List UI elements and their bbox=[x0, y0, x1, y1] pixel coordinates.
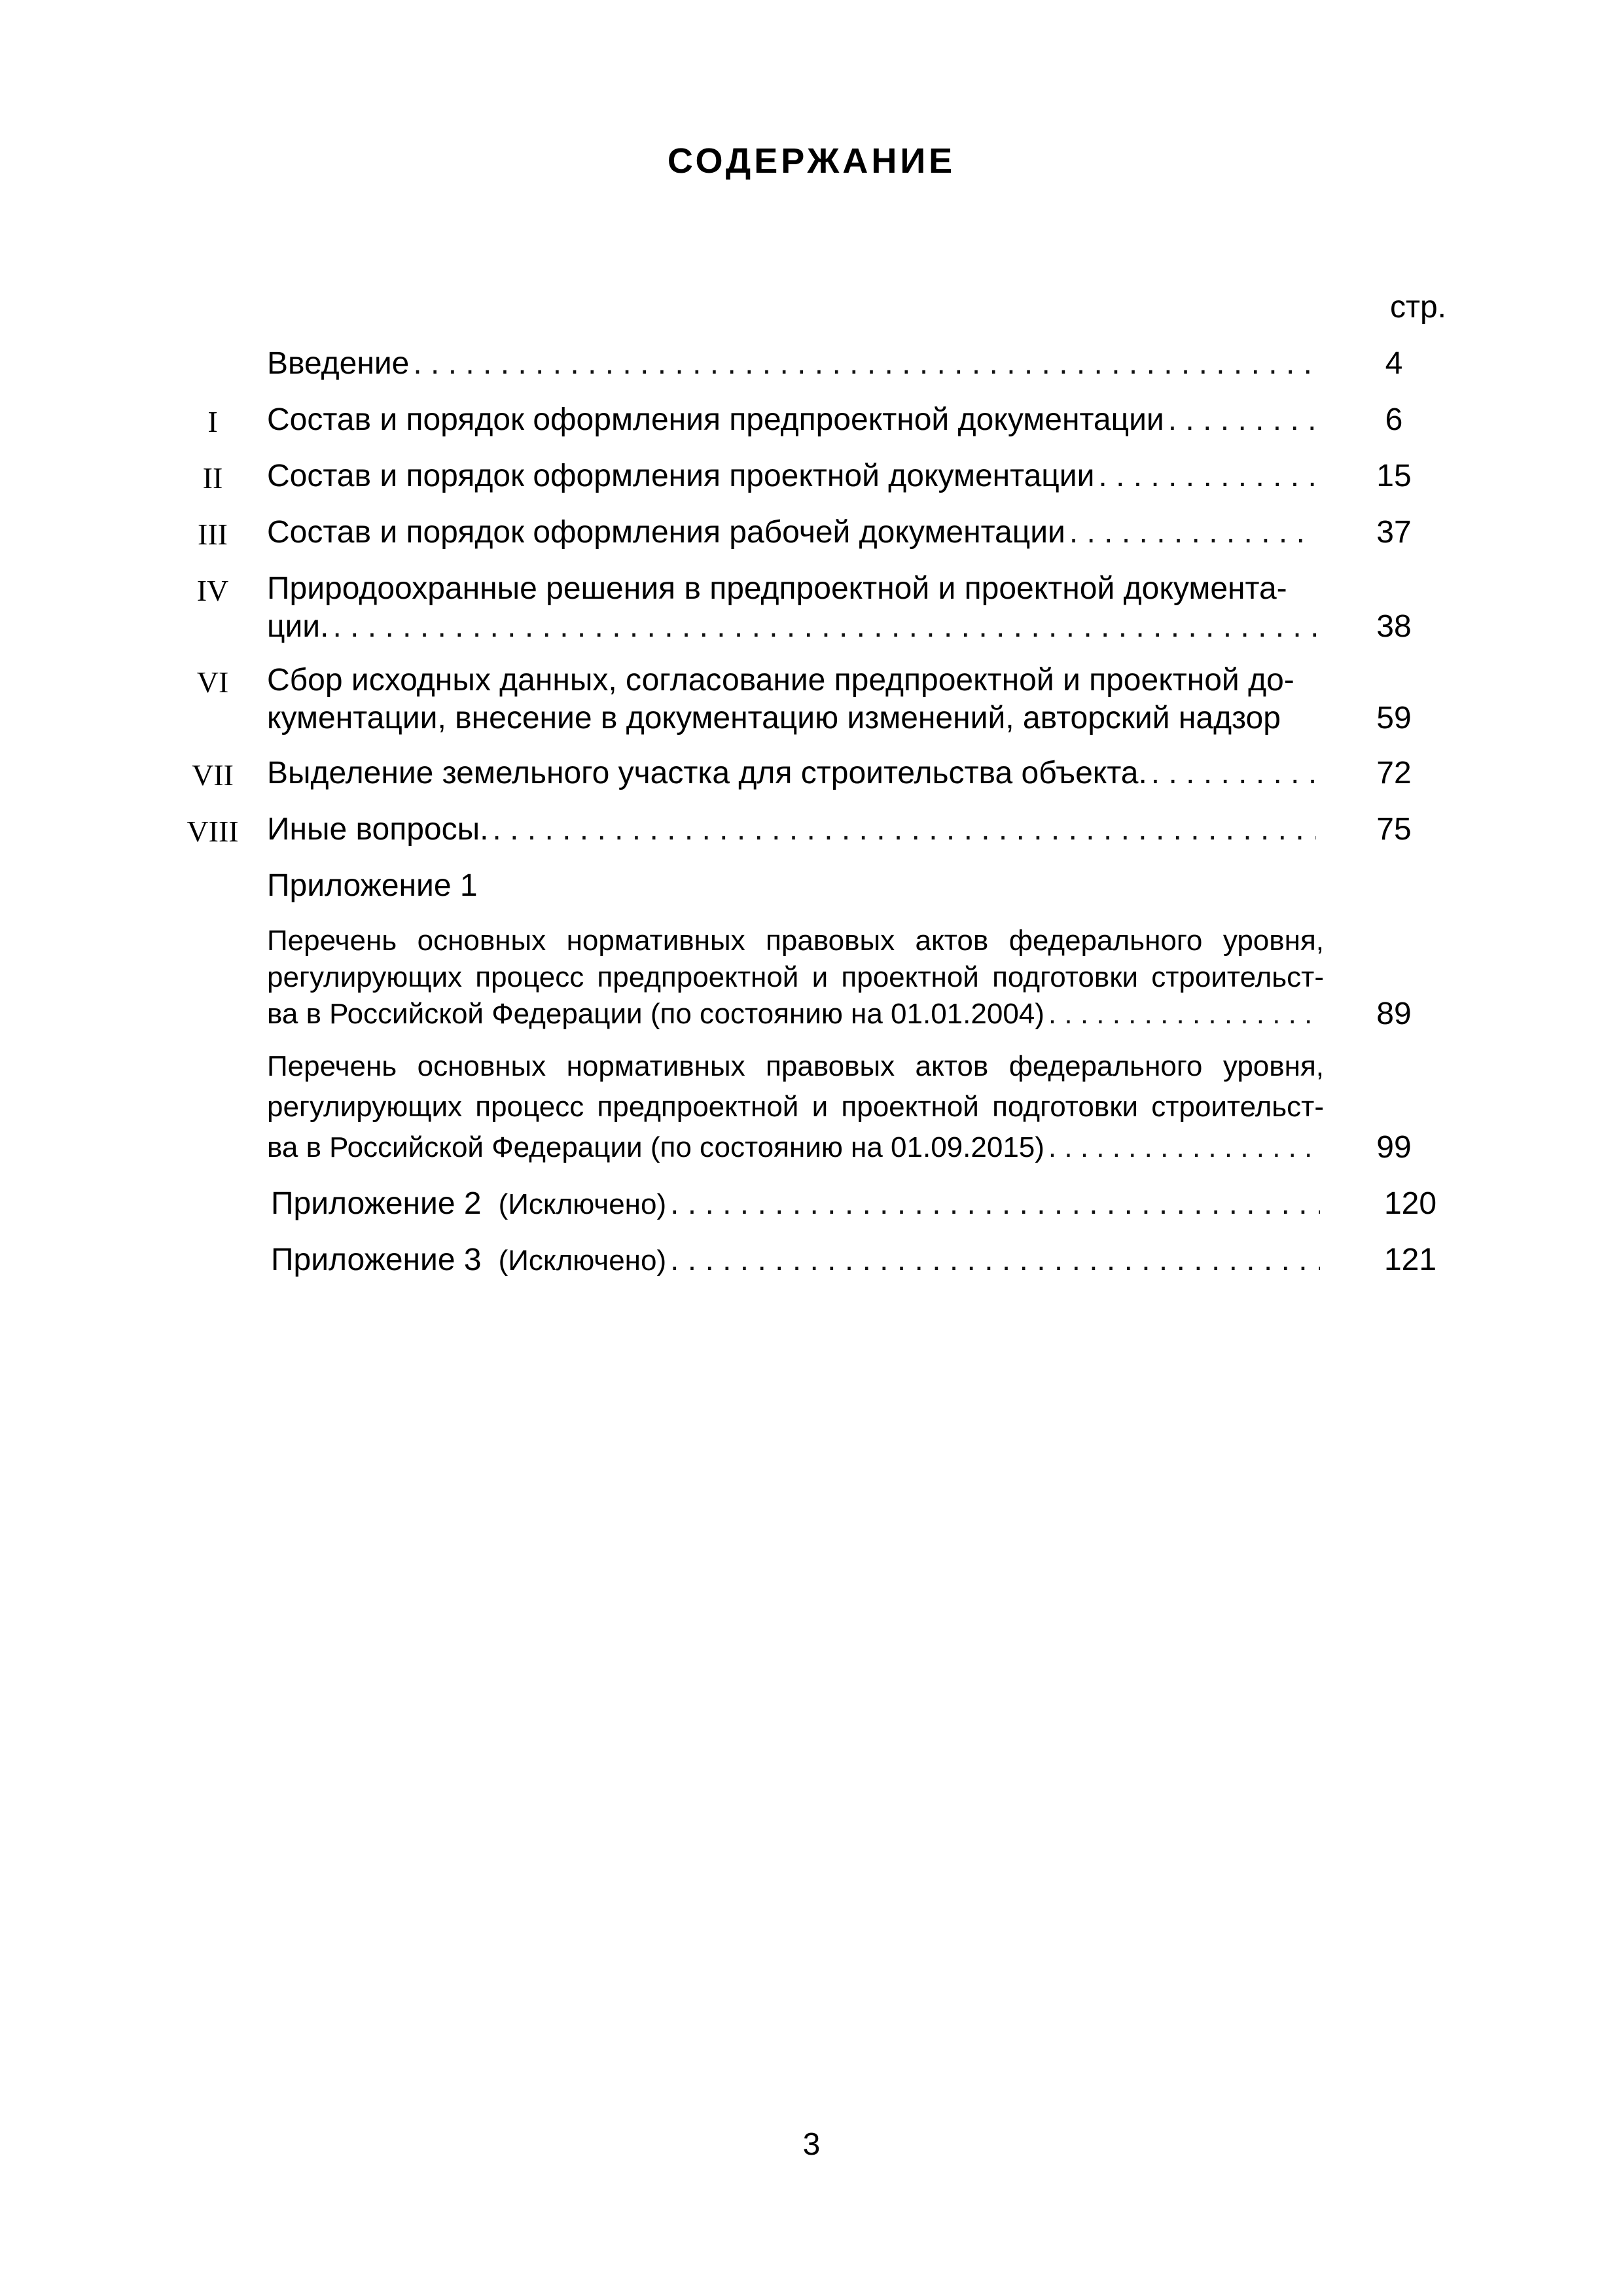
appendix-item-text-line-3: ва в Российской Федерации (по состоянию на 01.09.2015) bbox=[267, 1131, 1044, 1163]
appendix-3-note: (Исключено) bbox=[498, 1245, 667, 1277]
appendix-1-label: Приложение 1 bbox=[267, 868, 478, 903]
toc-entry-page: 59 bbox=[1376, 701, 1412, 735]
toc-entry-text: Выделение земельного участка для строительства объекта. bbox=[267, 756, 1147, 790]
toc-entry-text-line-2: ции. bbox=[267, 609, 329, 644]
section-number: III bbox=[198, 518, 228, 551]
toc-entry-text-line-1: Сбор исходных данных, согласование предпроектной и проектной до- bbox=[267, 663, 1294, 698]
page-column-label: стр. bbox=[1389, 290, 1446, 325]
leader-dots bbox=[1098, 458, 1316, 495]
page-title: СОДЕРЖАНИЕ bbox=[667, 141, 956, 181]
section-number: VII bbox=[192, 758, 234, 792]
appendix-2-label: Приложение 2 bbox=[271, 1186, 482, 1221]
section-number: I bbox=[207, 405, 218, 438]
toc-entry-text-line-1: Природоохранные решения в предпроектной и проектной документа- bbox=[267, 571, 1287, 606]
toc-entry-page: 99 bbox=[1376, 1130, 1412, 1165]
toc-entry-page: 4 bbox=[1385, 346, 1403, 381]
leader-dots bbox=[492, 811, 1316, 848]
section-number: VI bbox=[196, 665, 229, 699]
page-number: 3 bbox=[802, 2127, 821, 2162]
toc-entry-text: Состав и порядок оформления рабочей документации bbox=[267, 515, 1065, 550]
appendix-item-text-line-2: регулирующих процесс предпроектной и проектной подготовки строительст- bbox=[267, 1091, 1324, 1123]
toc-entry-text-line-2: кументации, внесение в документацию изменений, авторский надзор bbox=[267, 701, 1281, 735]
toc-entry-page: 120 bbox=[1383, 1186, 1437, 1221]
appendix-item-text-line-1: Перечень основных нормативных правовых актов федерального уровня, bbox=[267, 925, 1324, 957]
leader-dots bbox=[1048, 996, 1316, 1033]
leader-dots bbox=[1069, 514, 1316, 551]
toc-entry-page: 89 bbox=[1376, 997, 1412, 1031]
toc-entry-text: Иные вопросы. bbox=[267, 812, 489, 847]
leader-dots bbox=[413, 345, 1316, 382]
toc-entry-page: 72 bbox=[1376, 756, 1412, 790]
leader-dots bbox=[670, 1186, 1320, 1222]
leader-dots bbox=[332, 609, 1316, 645]
appendix-3-label: Приложение 3 bbox=[271, 1243, 482, 1277]
toc-entry-text: Состав и порядок оформления проектной документации bbox=[267, 459, 1095, 493]
section-number: VIII bbox=[187, 815, 239, 848]
toc-entry-page: 38 bbox=[1376, 609, 1412, 644]
leader-dots bbox=[1151, 755, 1316, 792]
toc-entry-page: 75 bbox=[1376, 812, 1412, 847]
leader-dots bbox=[1048, 1129, 1316, 1166]
toc-entry-page: 121 bbox=[1383, 1243, 1437, 1277]
toc-entry-text: Введение bbox=[267, 346, 410, 381]
toc-entry-page: 37 bbox=[1376, 515, 1412, 550]
appendix-2-note: (Исключено) bbox=[498, 1188, 667, 1220]
leader-dots bbox=[670, 1242, 1320, 1279]
toc-entry-text: Состав и порядок оформления предпроектной документации bbox=[267, 402, 1164, 437]
toc-entry-page: 6 bbox=[1385, 402, 1403, 437]
appendix-item-text-line-1: Перечень основных нормативных правовых актов федерального уровня, bbox=[267, 1050, 1324, 1082]
section-number: II bbox=[202, 461, 223, 495]
appendix-item-text-line-2: регулирующих процесс предпроектной и проектной подготовки строительст- bbox=[267, 961, 1324, 993]
leader-dots bbox=[1168, 402, 1316, 438]
section-number: IV bbox=[196, 574, 229, 607]
toc-entry-page: 15 bbox=[1376, 459, 1412, 493]
appendix-item-text-line-3: ва в Российской Федерации (по состоянию на 01.01.2004) bbox=[267, 998, 1044, 1030]
